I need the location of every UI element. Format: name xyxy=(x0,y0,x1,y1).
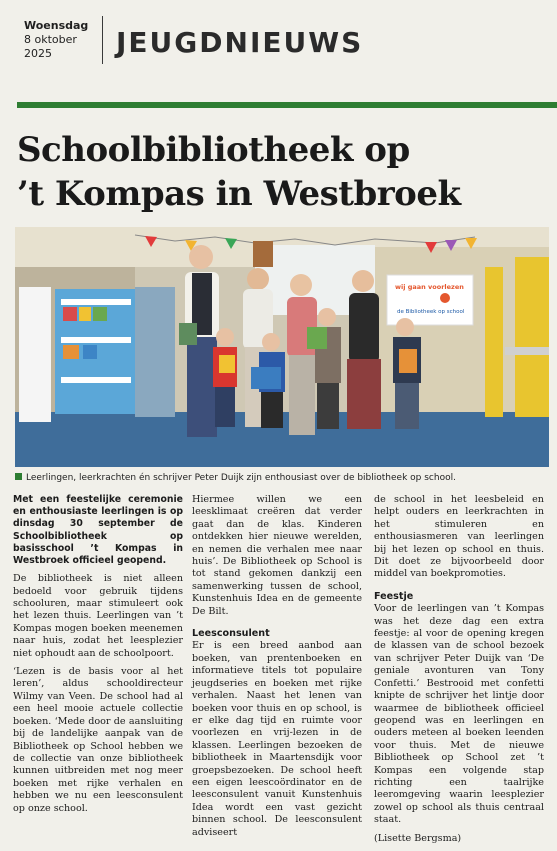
article-paragraph: de school in het leesbeleid en helpt ouders en leerkrachten in het stimuleren en enthousiasmeren van leerlingen bij het lezen op school en thuis. Dit doet ze bijvoorbeeld door middel van boekpromoties. xyxy=(374,494,544,580)
article-paragraph: Hiermee willen we een leesklimaat creëren dat verder gaat dan de klas. Kinderen ontdekken hier nieuwe werelden, en nemen die verhalen mee naar huis’. De Bibliotheek op School is tot stand gekomen dankzij een samenwerking tussen de school, Kunstenhuis Idea en de gemeente De Bilt. xyxy=(192,494,362,617)
article-paragraph: Er is een breed aanbod aan boeken, van prentenboeken en informatieve titels tot populaire jeugdseries en boeken met rijke verhalen. Naast het lenen van boeken voor thuis en op school, is er elke dag tijd en ruimte voor voorlezen en vrij-lezen in de klassen. Leerlingen bezoeken de bibliotheek in Maartensdijk voor groepsbezoeken. De school heeft een eigen leescoördinator en de leesconsulent vanuit Kunstenhuis Idea wordt een vast gezicht binnen school. De leesconsulent adviseert xyxy=(192,640,362,838)
header-divider xyxy=(102,16,103,64)
section-title: JEUGDNIEUWS xyxy=(116,26,364,59)
article-paragraph: Voor de leerlingen van ’t Kompas was het deze dag een extra feestje: al voor de opening kregen de klassen van de school bezoek van schrijver Peter Duijk van ‘De geniale avonturen van Tony Confetti.’ Bestrooid met confetti knipte de schrijver het lintje door waarmee de bibliotheek officieel geopend was en leerlingen en ouders meteen al boeken leenden voor thuis. Met de nieuwe Bibliotheek op School zet ’t Kompas een volgende stap richting een taalrijke leeromgeving waarin leesplezier zowel op school als thuis centraal staat. xyxy=(374,603,544,826)
article-lead: Met een feestelijke ceremonie en enthousiaste leerlingen is op dinsdag 30 september de Schoolbibliotheek op basisschool ’t Kompas in Westbroek officieel geopend. xyxy=(13,494,183,567)
photo-caption xyxy=(15,473,549,483)
article-paragraph: De bibliotheek is niet alleen bedoeld voor gebruik tijdens schooluren, maar stimuleert ook het lezen thuis. Leerlingen van ’t Kompas mogen boeken meenemen naar huis, zodat het leesplezier niet ophoudt aan de schoolpoort. xyxy=(13,573,183,659)
photo-banner-line2: de Bibliotheek op school xyxy=(397,309,465,315)
caption-bullet xyxy=(15,473,22,480)
article-photo xyxy=(15,227,549,467)
article-column-2 xyxy=(192,494,362,845)
issue-day: Woensdag xyxy=(24,19,89,32)
article-author: (Lisette Bergsma) xyxy=(374,832,462,844)
subheading-feestje: Feestje xyxy=(374,590,414,602)
article-paragraph: ‘Lezen is de basis voor al het leren’, aldus schooldirecteur Wilmy van Veen. De school had al een heel mooie actuele collectie boeken. ‘Mede door de aansluiting bij de landelijke aanpak van de Bibliotheek op School hebben we de collectie van onze bibliotheek kunnen uitbreiden met nog meer boeken met rijke verhalen en hebben we nu een leesconsulent op onze school. xyxy=(13,666,183,814)
article-headline xyxy=(17,128,537,216)
caption-text: Leerlingen, leerkrachten én schrijver Peter Duijk zijn enthousiast over de bibliotheek op school. xyxy=(26,473,456,483)
article-column-3 xyxy=(374,494,544,851)
issue-date-text: 8 oktober xyxy=(24,33,77,46)
headline-line-2: ’t Kompas in Westbroek xyxy=(17,174,461,214)
article-column-1 xyxy=(13,494,183,821)
subheading-leesconsulent: Leesconsulent xyxy=(192,628,270,640)
headline-line-1: Schoolbibliotheek op xyxy=(17,130,410,170)
section-rule xyxy=(17,102,557,108)
issue-date xyxy=(24,19,104,61)
issue-year: 2025 xyxy=(24,47,52,60)
photo-banner-line1: wij gaan voorlezen xyxy=(395,283,464,291)
